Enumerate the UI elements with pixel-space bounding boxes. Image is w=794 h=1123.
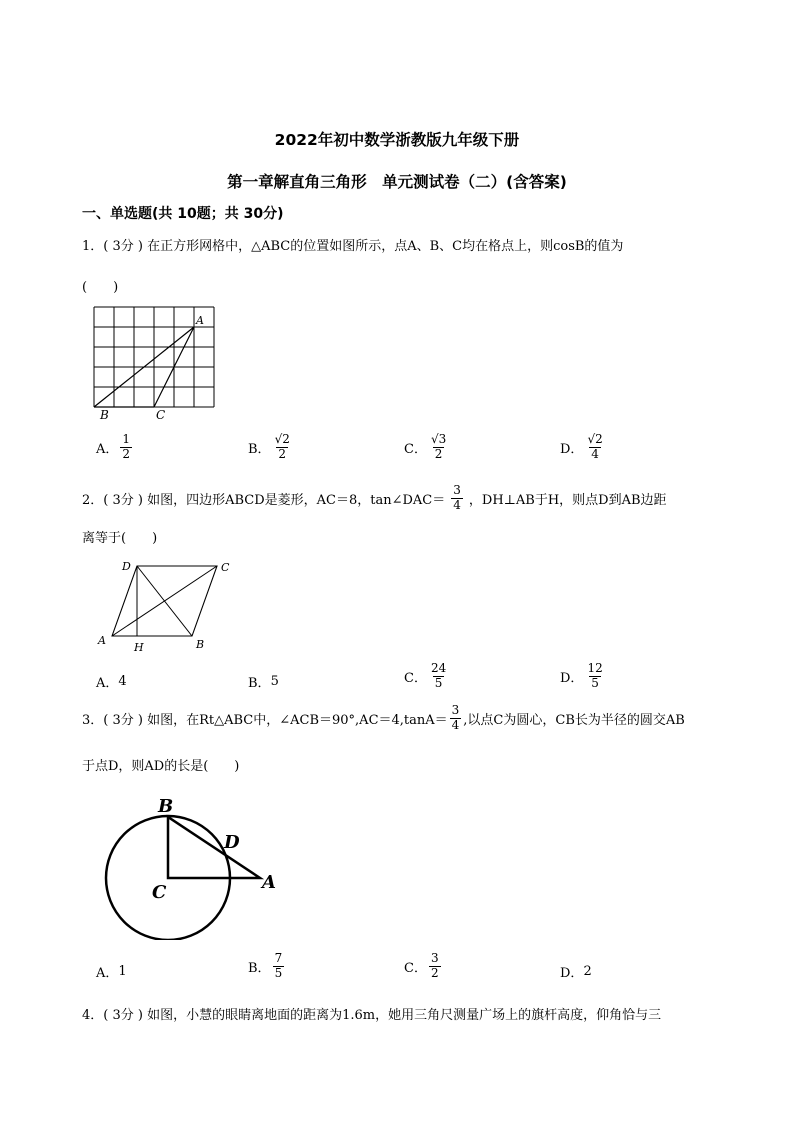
figure-3-label-c: C	[152, 882, 167, 903]
figure-3-label-d: D	[224, 832, 240, 853]
figure-1-label-a: A	[196, 314, 204, 327]
question-1-text: 1．( 3分 ) 在正方形网格中，△ABC的位置如图所示，点A、B、C均在格点上，则cosB的值为	[82, 239, 624, 254]
figure-1-label-c: C	[156, 408, 166, 422]
question-2-rhombus-figure	[92, 556, 237, 656]
question-2-option-d[interactable]: D． $\frac{12}{5}$	[560, 661, 603, 690]
question-1-option-d[interactable]	[560, 433, 605, 462]
question-3-option-a[interactable]: A． 1	[96, 964, 127, 981]
option-fraction: $\frac{√3}{2}$	[430, 432, 447, 461]
question-4-text: 4．( 3分 ) 如图，小慧的眼睛离地面的距离为1.6m，她用三角尺测量广场上的旗杆高度，仰角恰与三	[82, 1008, 662, 1023]
figure-2-label-a: A	[98, 634, 106, 647]
question-1-bracket: ( )	[82, 280, 119, 295]
question-1-option-b[interactable]	[248, 433, 292, 462]
question-3-option-c[interactable]: C． $\frac{3}{2}$	[404, 951, 439, 980]
option-fraction: $\frac{√2}{2}$	[274, 432, 290, 461]
question-3-text: 3．( 3分 ) 如图，在Rt△ABC中，∠ACB＝90°,AC＝4,tanA＝ $\frac{3}{4}$ ,以点C为圆心，CB长为半径的圆交AB	[82, 703, 685, 732]
option-label: A．	[96, 441, 119, 457]
question-2-text-line2: 离等于( )	[82, 531, 158, 546]
figure-1-label-b: B	[100, 408, 109, 422]
figure-3-label-b: B	[158, 796, 174, 817]
question-3-option-d[interactable]: D． 2	[560, 964, 592, 981]
option-label: B．	[248, 441, 271, 457]
question-2-text: 2．( 3分 ) 如图，四边形ABCD是菱形，AC＝8，tan∠DAC＝ $\frac{3}{4}$ ，DH⊥AB于H，则点D到AB边距	[82, 483, 667, 512]
question-1-grid-figure	[88, 302, 218, 430]
option-label: D．	[560, 441, 584, 457]
figure-2-label-h: H	[134, 641, 144, 654]
question-2-option-b[interactable]: B． 5	[248, 674, 279, 691]
option-fraction: $\frac{1}{2}$	[122, 432, 131, 461]
question-3-text-line2: 于点D，则AD的长是( )	[82, 759, 240, 774]
document-title: 2022年初中数学浙教版九年级下册	[274, 131, 520, 149]
question-2-option-a[interactable]: A． 4	[96, 674, 127, 691]
question-3-circle-figure	[100, 790, 290, 940]
section-heading: 一、单选题(共 10题；共 30分)	[82, 206, 284, 222]
option-label: C．	[404, 441, 427, 457]
figure-2-label-c: C	[221, 561, 230, 574]
question-1-option-a[interactable]	[96, 433, 132, 462]
figure-2-label-b: B	[196, 638, 205, 651]
figure-3-label-a: A	[262, 872, 276, 893]
figure-2-label-d: D	[122, 560, 131, 573]
question-1-option-c[interactable]	[404, 433, 448, 462]
question-2-option-c[interactable]: C． $\frac{24}{5}$	[404, 661, 447, 690]
option-fraction: $\frac{√2}{4}$	[587, 432, 603, 461]
question-3-option-b[interactable]: B． $\frac{7}{5}$	[248, 951, 283, 980]
document-subtitle: 第一章解直角三角形 单元测试卷（二）(含答案)	[227, 173, 567, 191]
